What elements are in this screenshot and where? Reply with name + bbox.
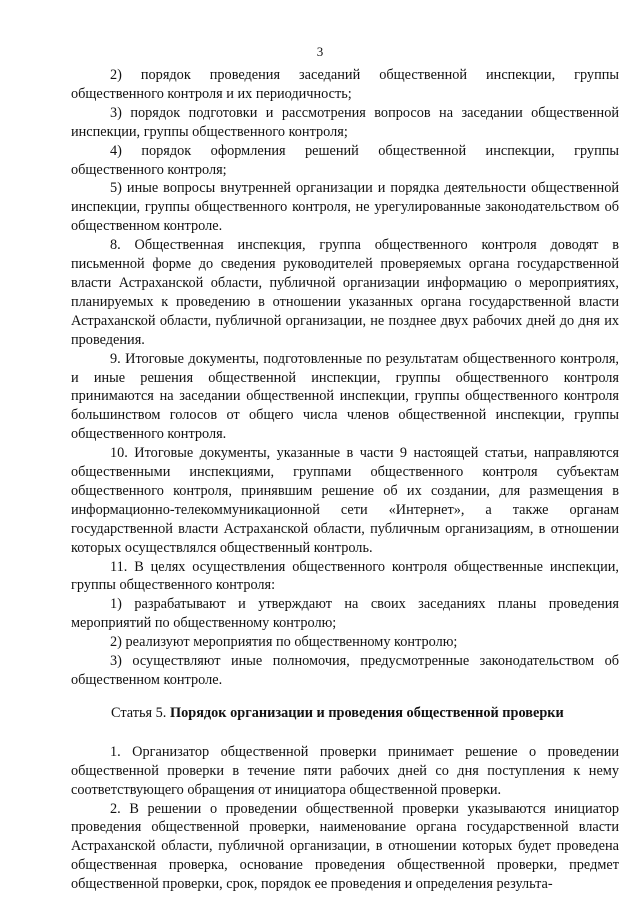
paragraph: 1) разрабатывают и утверждают на своих заседаниях планы проведения мероприятий по общественному контролю; [71,596,619,632]
page-number: 3 [316,44,324,59]
paragraph: 2. В решении о проведении общественной проверки указываются инициатор проведения общественной проверки, наименование органа государственной власти Астраханской области, публичной организации, в отношении которых будет проведена общественная проверка, основание проведения общественной проверки, предмет общественной проверки, срок, порядок ее проведения и определения результа- [71,800,619,893]
paragraph: 4) порядок оформления решений общественной инспекции, группы общественного контроля; [71,142,619,178]
paragraph: 3) осуществляют иные полномочия, предусмотренные законодательством об общественном контроле. [71,653,619,688]
article-heading [71,704,619,723]
paragraph: 3) порядок подготовки и рассмотрения вопросов на заседании общественной инспекции, группы общественного контроля; [71,104,619,140]
document-body [71,66,619,894]
paragraph: 8. Общественная инспекция, группа общественного контроля доводят в письменной форме до сведения руководителей проверяемых органа государственной власти Астраханской области, публичной организации информацию о мероприятиях, планируемых к проведению в отношении указанных органа государственной власти Астраханской области, публичной организации, не позднее двух рабочих дней до дня их проведения. [71,237,619,348]
paragraph: 5) иные вопросы внутренней организации и порядка деятельности общественной инспекции, группы общественного контроля, не урегулированные законодательством об общественном контроле. [71,180,619,235]
paragraph: 9. Итоговые документы, подготовленные по результатам общественного контроля, и иные решения общественной инспекции, группы общественного контроля принимаются на заседании общественной инспекции, группы общественного контроля большинством голосов от общего числа членов общественной инспекции, группы общественного контроля. [71,350,619,443]
article-title: Порядок организации и проведения общественной проверки [169,704,564,721]
paragraph: 11. В целях осуществления общественного контроля общественные инспекции, группы общественного контроля: [71,558,619,594]
article-label: Статья 5. [111,704,167,721]
paragraph: 10. Итоговые документы, указанные в части 9 настоящей статьи, направляются общественными инспекциями, группами общественного контроля субъектам общественного контроля, принявшим решение об их создании, для размещения в информационно-телекоммуникационной сети «Интернет», а также органам государственной власти Астраханской области, публичным организациям, в отношении которых осуществлялся общественный контроль. [71,445,619,556]
paragraph: 2) порядок проведения заседаний общественной инспекции, группы общественного контроля и их периодичность; [71,67,619,102]
paragraph: 1. Организатор общественной проверки принимает решение о проведении общественной проверки в течение пяти рабочих дней со дня поступления к нему соответствующего обращения от инициатора общественной проверки. [71,743,619,798]
paragraph: 2) реализуют мероприятия по общественному контролю; [110,634,458,651]
